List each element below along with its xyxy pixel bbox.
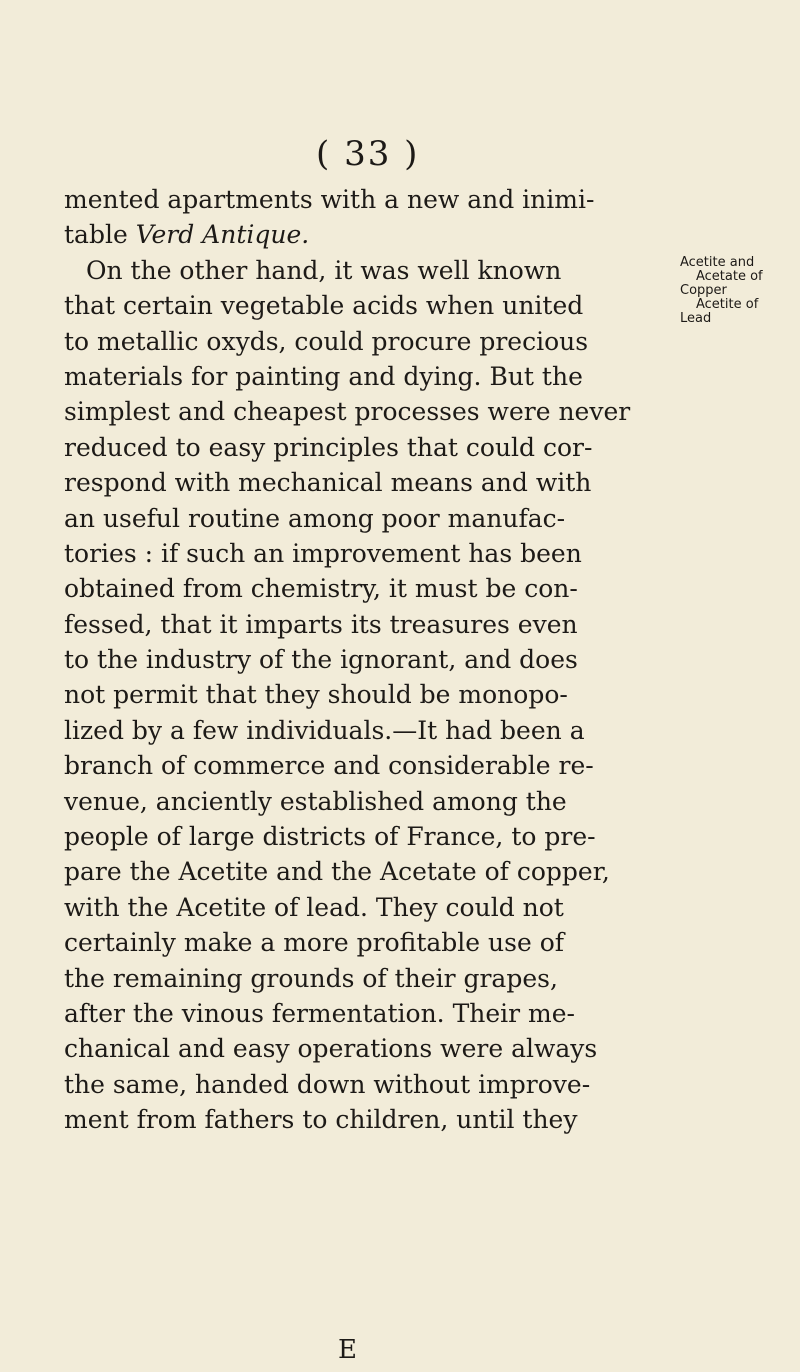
paragraph-start-line: On the other hand, it was well known xyxy=(86,255,562,285)
marginal-note xyxy=(680,256,798,326)
text-line: an useful routine among poor manufac- xyxy=(64,503,566,533)
signature-mark: E xyxy=(338,1335,357,1365)
italic-phrase: Verd Antique. xyxy=(135,220,310,250)
text-line: ment from fathers to children, until they xyxy=(64,1105,578,1135)
body-text xyxy=(64,182,631,1138)
text-line: tories : if such an improvement has been xyxy=(64,538,582,568)
text-line: materials for painting and dying. But the xyxy=(64,361,583,391)
text-fragment: table xyxy=(64,220,136,250)
marginal-note-line: Lead xyxy=(680,311,712,326)
text-line: branch of commerce and considerable re- xyxy=(64,751,594,781)
text-line: the remaining grounds of their grapes, xyxy=(64,963,558,993)
text-line: not permit that they should be monopo- xyxy=(64,680,568,710)
text-line: to metallic oxyds, could procure precious xyxy=(64,326,589,356)
text-line: after the vinous fermentation. Their me- xyxy=(64,998,575,1028)
page-number: ( 33 ) xyxy=(316,134,420,174)
text-line: venue, anciently established among the xyxy=(64,786,567,816)
text-line: certainly make a more profitable use of xyxy=(64,928,565,958)
text-line: fessed, that it imparts its treasures even xyxy=(64,609,578,639)
text-line: respond with mechanical means and with xyxy=(64,468,592,498)
marginal-note-line: Acetate of xyxy=(696,269,763,284)
text-line: simplest and cheapest processes were never xyxy=(64,397,631,427)
marginal-note-line: Acetite of xyxy=(696,297,759,312)
text-line xyxy=(64,217,624,252)
text-line: that certain vegetable acids when united xyxy=(64,291,584,321)
text-line: the same, handed down without improve- xyxy=(64,1069,591,1099)
text-line: lized by a few individuals.—It had been a xyxy=(64,715,585,745)
text-line: mented apartments with a new and inimi- xyxy=(64,185,595,214)
text-line: people of large districts of France, to pre- xyxy=(64,822,596,852)
text-line: pare the Acetite and the Acetate of copper, xyxy=(64,857,610,887)
text-line: reduced to easy principles that could cor- xyxy=(64,432,593,462)
text-line: with the Acetite of lead. They could not xyxy=(64,892,564,922)
marginal-note-line: Acetite and xyxy=(680,255,755,270)
text-line: to the industry of the ignorant, and does xyxy=(64,645,578,675)
marginal-note-line: Copper xyxy=(680,283,727,298)
text-line: obtained from chemistry, it must be con- xyxy=(64,574,578,604)
text-line: chanical and easy operations were always xyxy=(64,1034,598,1064)
